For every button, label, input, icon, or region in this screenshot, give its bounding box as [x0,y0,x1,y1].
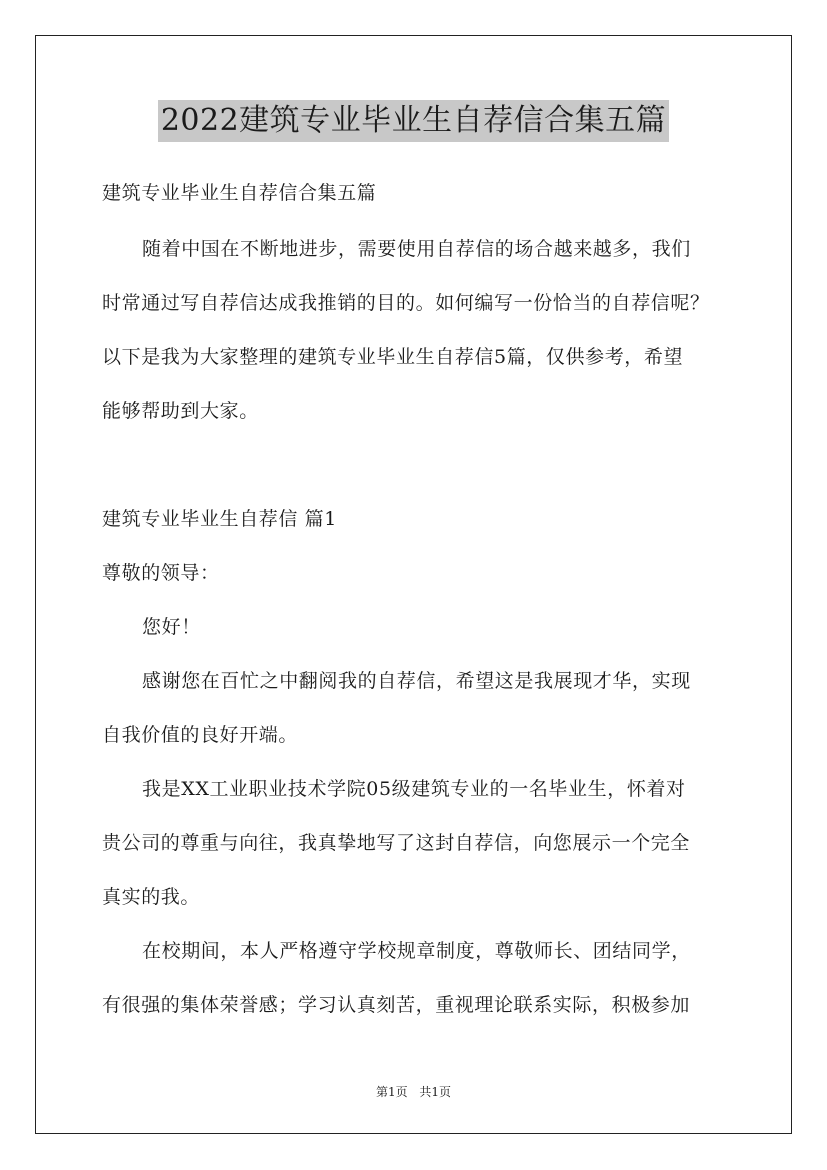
intro-line: 能够帮助到大家。 [102,400,259,422]
intro-line: 以下是我为大家整理的建筑专业毕业生自荐信5篇，仅供参考，希望 [102,346,684,368]
paragraph-line: 自我价值的良好开端。 [102,724,299,746]
greeting: 您好！ [142,616,201,638]
document-subtitle: 建筑专业毕业生自荐信合集五篇 [102,182,377,204]
section-heading: 建筑专业毕业生自荐信 篇1 [102,508,337,530]
intro-line: 时常通过写自荐信达成我推销的目的。如何编写一份恰当的自荐信呢？ [102,292,710,314]
page-footer [0,1084,827,1100]
salutation: 尊敬的领导： [102,562,220,584]
document-title: 2022建筑专业毕业生自荐信合集五篇 [158,100,669,142]
page-total: 共1页 [419,1085,452,1099]
paragraph-line: 贵公司的尊重与向往，我真挚地写了这封自荐信，向您展示一个完全 [102,832,691,854]
paragraph-line: 我是XX工业职业技术学院05级建筑专业的一名毕业生，怀着对 [142,778,686,800]
paragraph-line: 真实的我。 [102,886,201,908]
intro-line: 随着中国在不断地进步，需要使用自荐信的场合越来越多，我们 [142,238,691,260]
paragraph-line: 感谢您在百忙之中翻阅我的自荐信，希望这是我展现才华，实现 [142,670,691,692]
paragraph-line: 在校期间，本人严格遵守学校规章制度，尊敬师长、团结同学， [142,940,691,962]
page-number: 第1页 [375,1085,408,1099]
title-container [0,100,827,142]
paragraph-line: 有很强的集体荣誉感；学习认真刻苦，重视理论联系实际，积极参加 [102,994,691,1016]
